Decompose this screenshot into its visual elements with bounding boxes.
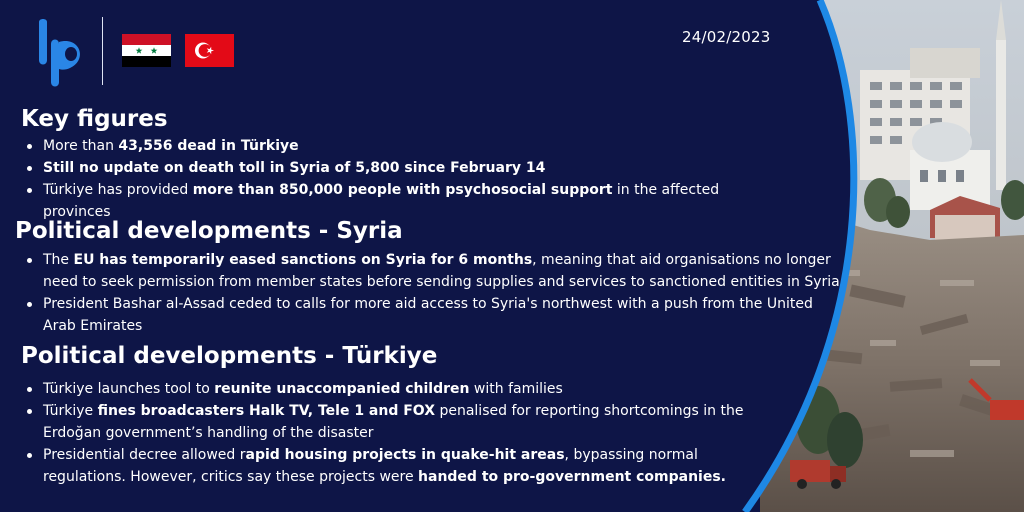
- lp-logo-icon: [36, 16, 88, 88]
- bullet-text: with families: [469, 381, 563, 397]
- report-date: 24/02/2023: [682, 28, 771, 46]
- bullet-item: [21, 444, 761, 488]
- section-title-political-turkiye: Political developments - Türkiye: [21, 343, 438, 369]
- bullet-text: Türkiye: [43, 403, 98, 419]
- bullet-item: [21, 400, 761, 444]
- bullet-text-bold: reunite unaccompanied children: [214, 381, 470, 397]
- bullet-item: [21, 179, 781, 223]
- bullet-text: Presidential decree allowed r: [43, 447, 246, 463]
- bullet-text: , meaning that aid organisations no longer need to seek permission from member states before sending supplies and services to sanctioned entities in Syria: [43, 252, 840, 290]
- syria-flag-icon: [122, 34, 171, 67]
- bullet-text: The: [43, 252, 74, 268]
- bullet-text: in the affected provinces: [43, 182, 720, 220]
- political-syria-list: [21, 249, 843, 337]
- bullet-text-bold: 43,556 dead in Türkiye: [118, 138, 299, 154]
- bullet-text-bold: handed to pro-government companies.: [418, 469, 726, 485]
- bullet-text: Türkiye has provided: [43, 182, 193, 198]
- bullet-text: President Bashar al-Assad ceded to calls for more aid access to Syria's northwest with a push from the United Arab Emirates: [43, 296, 813, 334]
- section-title-political-syria: Political developments - Syria: [15, 218, 403, 244]
- section-title-key-figures: Key figures: [21, 106, 168, 132]
- bullet-item: [21, 378, 761, 400]
- bullet-text: , bypassing normal regulations. However, critics say these projects were: [43, 447, 698, 485]
- bullet-text: More than: [43, 138, 119, 154]
- bullet-text-bold: more than 850,000 people with psychosocial support: [192, 182, 613, 198]
- bullet-text: Türkiye launches tool to: [43, 381, 215, 397]
- bullet-item: [21, 249, 843, 293]
- bullet-text-bold: apid housing projects in quake-hit areas: [245, 447, 565, 463]
- bullet-text-bold: fines broadcasters Halk TV, Tele 1 and FOX: [97, 403, 436, 419]
- bullet-item: [21, 293, 843, 337]
- bullet-text-bold: Still no update on death toll in Syria of 5,800 since February 14: [43, 160, 546, 176]
- bullet-text-bold: EU has temporarily eased sanctions on Syria for 6 months: [73, 252, 533, 268]
- bullet-item: [21, 135, 781, 157]
- logo-divider: [102, 17, 103, 85]
- turkey-flag-icon: [185, 34, 234, 67]
- bullet-text: penalised for reporting shortcomings in the Erdoğan government’s handling of the disaster: [43, 403, 744, 441]
- key-figures-list: [21, 135, 781, 223]
- political-turkiye-list: [21, 378, 761, 488]
- bullet-item: [21, 157, 781, 179]
